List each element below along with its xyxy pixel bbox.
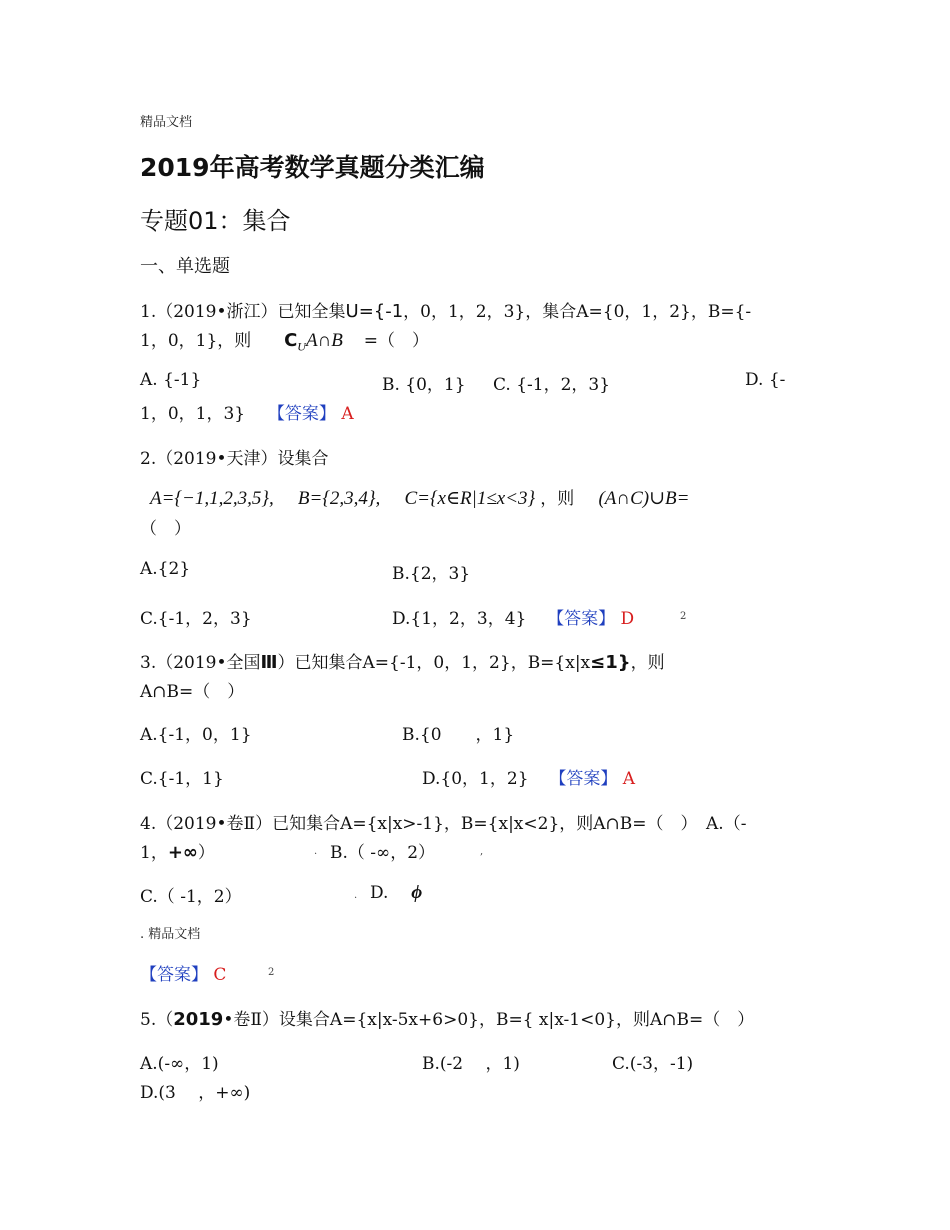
q3-option-c: C.{-1，1} <box>140 769 224 789</box>
q5-line1 <box>140 1005 754 1030</box>
document-header: 精品文档 <box>140 115 193 130</box>
q3-line-d <box>422 764 635 789</box>
q3-answer-value: A <box>622 769 636 789</box>
q2-option-a: A.{2} <box>140 559 191 579</box>
q1-line4 <box>140 399 354 424</box>
q4-option-d: D. <box>370 883 389 903</box>
q2-option-c: C.{-1，2，3} <box>140 609 252 629</box>
q1-option-c: C. {-1，2，3} <box>493 375 611 395</box>
q3-condition: ≤1} <box>590 652 631 673</box>
q2-line1: 2.（2019•天津）设集合 <box>140 449 329 469</box>
q1-complement-sub: U <box>297 339 306 354</box>
q2-answer-label: 【答案】 <box>547 609 616 629</box>
q4-tiny-mark: 2 <box>268 967 275 978</box>
q1-option-b: B. {0，1} <box>382 375 466 395</box>
q1-option-a: A. {-1} <box>140 370 202 390</box>
q4-dot-3: . <box>354 890 358 901</box>
q5-text-a: 5.（ <box>140 1010 174 1030</box>
q4-option-c: C.（ -1，2） <box>140 887 242 907</box>
q4-option-b: B.（ -∞，2） <box>330 843 436 863</box>
q4-infinity: +∞ <box>167 842 198 863</box>
q5-option-d: D.(3 ，+∞) <box>140 1083 251 1103</box>
q1-text-a: 1.（2019•浙江）已知全集 <box>140 302 346 322</box>
q1-answer-value: A <box>341 404 354 424</box>
topic-title: 专题01：集合 <box>140 207 291 235</box>
q2-set-b: B={2,3,4}, <box>297 488 381 509</box>
q4-dot-1: . <box>314 846 318 857</box>
q1-line2 <box>140 326 429 354</box>
q2-tiny-mark: 2 <box>680 611 687 622</box>
q3-option-b: B.{0 ，1} <box>402 725 515 745</box>
q2-expression: (A∩C)∪B= <box>598 488 690 509</box>
q5-text-c: •卷Ⅱ）设集合A={x|x-5x+6>0}，B={ x|x-1<0}，则A∩B=（ ） <box>223 1010 755 1030</box>
q1-answer-label: 【答案】 <box>267 404 336 424</box>
q2-then: ，则 <box>540 489 575 509</box>
q4-dot-2: , <box>480 846 484 857</box>
q4-answer <box>140 960 226 985</box>
q4-option-a-end: 1， <box>140 843 168 863</box>
q3-text-b: ）已知集合A={-1，0，1，2}，B={x|x <box>277 653 591 673</box>
q1-paren: =（ ） <box>363 331 429 351</box>
q2-set-a: A={−1,1,2,3,5}, <box>150 488 274 509</box>
q5-option-c: C.(-3，-1) <box>612 1054 694 1074</box>
q2-option-b: B.{2，3} <box>392 564 471 584</box>
q3-roman: Ⅲ <box>260 652 278 673</box>
q3-option-a: A.{-1，0，1} <box>140 725 252 745</box>
q5-year: 2019 <box>173 1009 224 1030</box>
q4-option-a-close: ） <box>197 843 215 863</box>
q1-line1 <box>140 297 751 322</box>
q1-universal-set: U={-1 <box>345 301 404 322</box>
q3-text-a: 3.（2019•全国 <box>140 653 261 673</box>
main-title: 2019年高考数学真题分类汇编 <box>140 153 485 182</box>
document-header-mid: . 精品文档 <box>140 927 201 942</box>
q4-line-d <box>370 882 422 904</box>
q4-line2 <box>140 838 215 863</box>
q3-answer-label: 【答案】 <box>549 769 618 789</box>
q3-option-d: D.{0，1，2} <box>422 769 529 789</box>
q2-option-d: D.{1，2，3，4} <box>392 609 527 629</box>
q5-option-b: B.(-2 ，1) <box>422 1054 520 1074</box>
q5-option-a: A.(-∞，1) <box>140 1054 219 1074</box>
q4-line1: 4.（2019•卷Ⅱ）已知集合A={x|x>-1}，B={x|x<2}，则A∩B=（ ） A.（- <box>140 814 747 834</box>
q1-text-l2: 1，0，1}，则 <box>140 331 252 351</box>
q3-text-d: ，则 <box>630 653 665 673</box>
q1-expression: A∩B <box>305 330 343 351</box>
section-heading: 一、单选题 <box>140 256 230 277</box>
q2-line2 <box>150 484 689 510</box>
q3-line2: A∩B=（ ） <box>140 682 245 702</box>
q1-option-d-start: D. {- <box>745 370 786 390</box>
q2-line-d <box>392 604 634 629</box>
q2-paren: （ ） <box>140 519 191 539</box>
q3-line1 <box>140 648 665 673</box>
q1-option-d-end: 1，0，1，3} <box>140 404 246 424</box>
q4-answer-label: 【答案】 <box>140 965 208 985</box>
q2-answer-value: D <box>620 609 635 629</box>
q4-empty-set: ϕ <box>411 882 423 903</box>
q1-text-c: ，0，1，2，3}，集合A={0，1，2}，B={- <box>403 302 752 322</box>
q4-answer-value: C <box>213 965 227 985</box>
q1-complement-symbol: C <box>284 330 298 351</box>
q2-set-c: C={x∈R|1≤x<3} <box>404 488 536 509</box>
